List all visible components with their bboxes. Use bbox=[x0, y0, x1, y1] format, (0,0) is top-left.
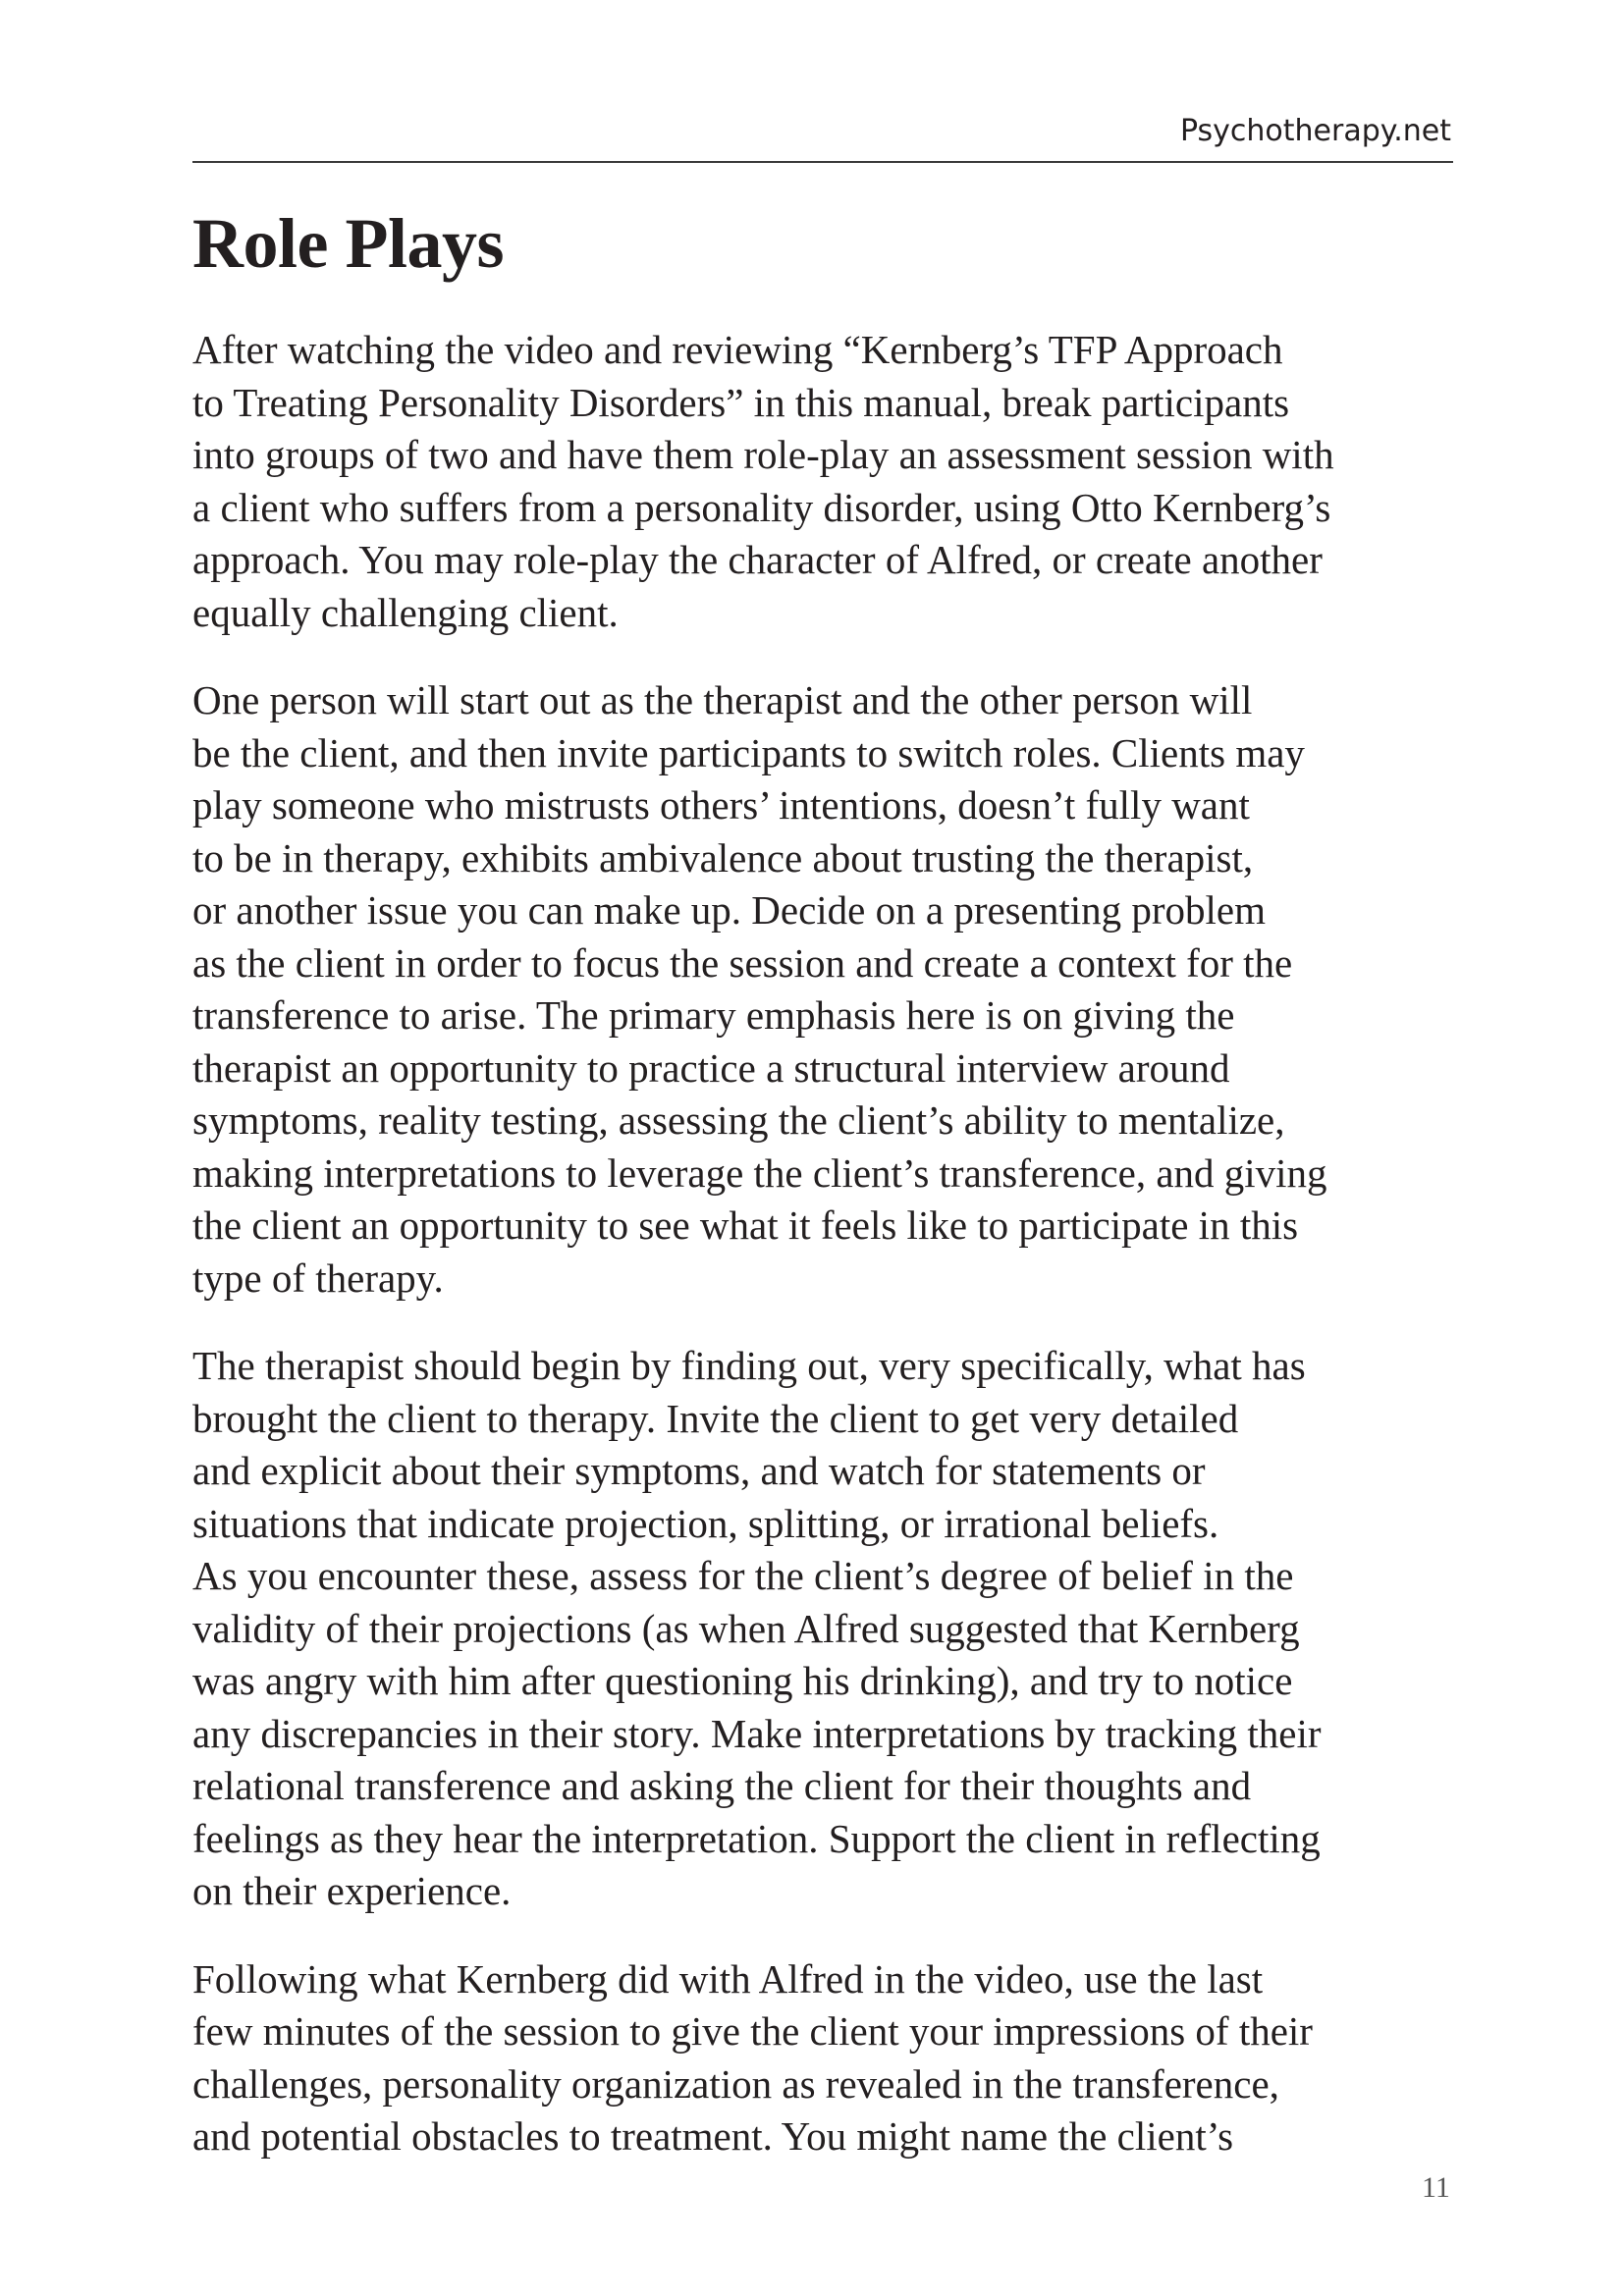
text-line: any discrepancies in their story. Make interpretations by tracking their bbox=[192, 1710, 1322, 1756]
text-line: making interpretations to leverage the client’s transference, and giving bbox=[192, 1149, 1327, 1196]
text-line: into groups of two and have them role-play an assessment session with bbox=[192, 432, 1334, 477]
text-line: brought the client to therapy. Invite the client to get very detailed bbox=[192, 1395, 1239, 1441]
text-line: to Treating Personality Disorders” in this manual, break participants bbox=[192, 379, 1290, 425]
paragraph bbox=[192, 674, 1469, 1305]
page-number: 11 bbox=[1422, 2171, 1450, 2204]
text-line: feelings as they hear the interpretation. Support the client in reflecting bbox=[192, 1815, 1321, 1861]
page-title: Role Plays bbox=[192, 204, 504, 283]
text-line: challenges, personality organization as revealed in the transference, bbox=[192, 2060, 1279, 2107]
text-line: equally challenging client. bbox=[192, 589, 619, 635]
text-line: After watching the video and reviewing “Kernberg’s TFP Approach bbox=[192, 327, 1283, 372]
text-line: type of therapy. bbox=[192, 1255, 444, 1301]
text-line: As you encounter these, assess for the client’s degree of belief in the bbox=[192, 1553, 1294, 1598]
header-site-name: Psychotherapy.net bbox=[1179, 114, 1451, 148]
text-line: symptoms, reality testing, assessing the client’s ability to mentalize, bbox=[192, 1097, 1285, 1143]
text-line: or another issue you can make up. Decide on a presenting problem bbox=[192, 887, 1266, 933]
text-line: Following what Kernberg did with Alfred in the video, use the last bbox=[192, 1955, 1264, 2002]
text-line: a client who suffers from a personality disorder, using Otto Kernberg’s bbox=[192, 484, 1331, 530]
text-line: be the client, and then invite participants to switch roles. Clients may bbox=[192, 729, 1305, 775]
text-line: relational transference and asking the client for their thoughts and bbox=[192, 1763, 1252, 1808]
text-line: transference to arise. The primary emphasis here is on giving the bbox=[192, 992, 1235, 1038]
body-text bbox=[192, 324, 1469, 2199]
paragraph bbox=[192, 1340, 1469, 1918]
text-line: the client an opportunity to see what it feels like to participate in this bbox=[192, 1202, 1299, 1248]
text-line: One person will start out as the therapist and the other person will bbox=[192, 677, 1253, 722]
text-line: to be in therapy, exhibits ambivalence about trusting the therapist, bbox=[192, 834, 1254, 881]
text-line: as the client in order to focus the session and create a context for the bbox=[192, 939, 1293, 986]
text-line: The therapist should begin by finding out, very specifically, what has bbox=[192, 1343, 1306, 1388]
text-line: on their experience. bbox=[192, 1868, 512, 1913]
text-line: play someone who mistrusts others’ intentions, doesn’t fully want bbox=[192, 782, 1250, 828]
text-line: and explicit about their symptoms, and watch for statements or bbox=[192, 1448, 1206, 1493]
text-line: was angry with him after questioning his drinking), and try to notice bbox=[192, 1658, 1293, 1703]
paragraph bbox=[192, 1953, 1469, 2163]
text-line: therapist an opportunity to practice a structural interview around bbox=[192, 1044, 1230, 1091]
running-header bbox=[192, 110, 1453, 163]
text-line: validity of their projections (as when Alfred suggested that Kernberg bbox=[192, 1605, 1300, 1651]
text-line: and potential obstacles to treatment. You might name the client’s bbox=[192, 2113, 1234, 2159]
paragraph bbox=[192, 324, 1469, 639]
text-line: few minutes of the session to give the client your impressions of their bbox=[192, 2008, 1313, 2054]
text-line: situations that indicate projection, splitting, or irrational beliefs. bbox=[192, 1500, 1219, 1546]
text-line: approach. You may role-play the character of Alfred, or create another bbox=[192, 537, 1323, 582]
